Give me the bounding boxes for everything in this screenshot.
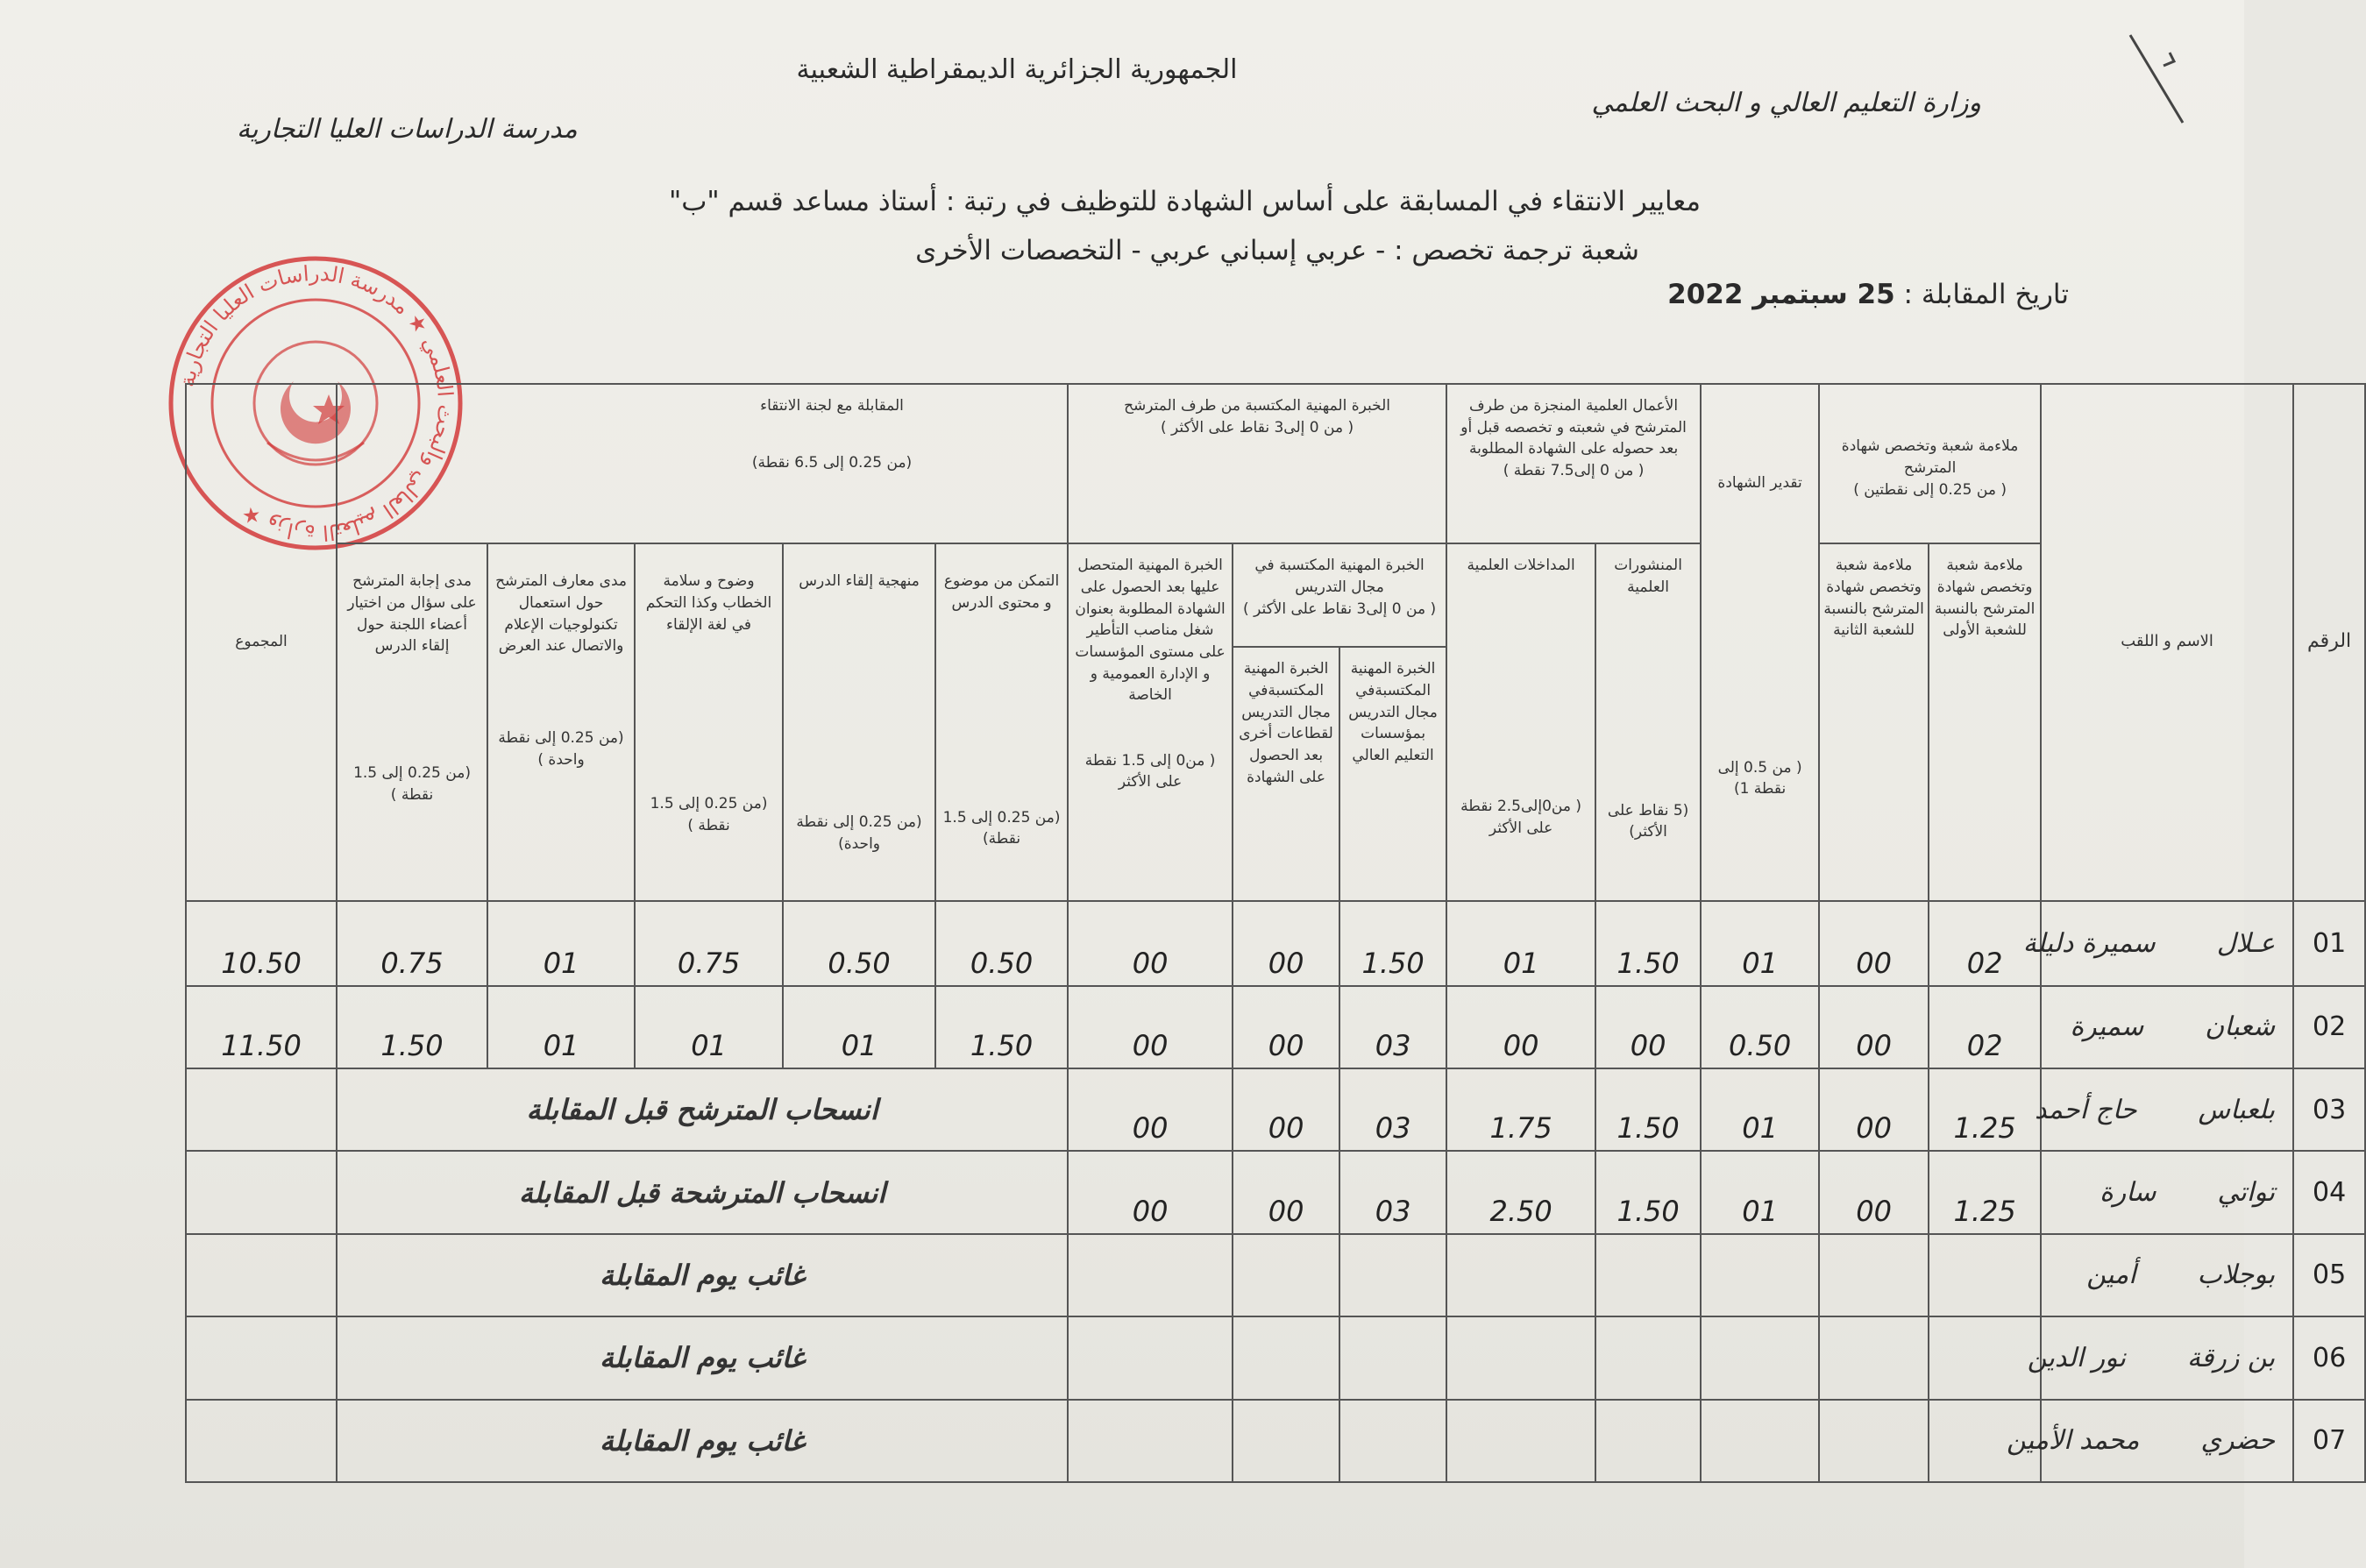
score-pub-cell: 1.50 bbox=[1595, 1151, 1701, 1233]
table-row bbox=[49, 986, 2365, 1068]
row-number-cell: 06 bbox=[2293, 1316, 2365, 1399]
mastery-header bbox=[935, 543, 1068, 901]
score-pub-cell bbox=[1595, 1316, 1701, 1399]
interventions-header bbox=[1446, 543, 1595, 901]
interview-group-header bbox=[337, 384, 1068, 543]
table-row bbox=[49, 901, 2365, 986]
score-inter-cell: 1.75 bbox=[1446, 1068, 1595, 1151]
score-suit2-cell: 00 bbox=[1819, 901, 1929, 986]
teaching-group-header bbox=[1233, 543, 1446, 647]
score-total-cell bbox=[186, 1068, 337, 1151]
score-cert-cell: 01 bbox=[1701, 1068, 1819, 1151]
suitability-group-header bbox=[1819, 384, 2041, 543]
header-row-sub bbox=[49, 543, 2365, 647]
score-mgmt-cell: 00 bbox=[1068, 1068, 1233, 1151]
candidate-given-name: محمد الأمين bbox=[2007, 1425, 2140, 1457]
score-inter-cell bbox=[1446, 1400, 1595, 1483]
teaching-higher-header: الخبرة المهنية المكتسبةفي مجال التدريس بمؤسسات التعليم العالي bbox=[1339, 647, 1446, 901]
candidate-name-cell bbox=[2034, 1068, 2293, 1151]
cert-grade-header bbox=[1701, 384, 1819, 901]
score-teach_other-cell: 00 bbox=[1233, 1068, 1339, 1151]
date-value: 25 سبتمبر 2022 bbox=[1667, 279, 1895, 310]
tech-label: مدى معارف المترشح حول استعمال تكنولوجيات الإعلام والاتصال عند العرض bbox=[495, 572, 627, 656]
score-cert-cell: 01 bbox=[1701, 901, 1819, 986]
candidate-name-cell bbox=[2041, 1234, 2293, 1316]
candidate-name-cell bbox=[2041, 986, 2293, 1068]
score-clarity-cell: 0.75 bbox=[635, 901, 783, 986]
candidate-name-cell bbox=[2041, 1151, 2293, 1233]
clarity-header bbox=[635, 543, 783, 901]
tech-header bbox=[487, 543, 635, 901]
scientific-group-label: الأعمال العلمية المنجزة من طرف المترشح في شعبته و تخصصه قبل أو بعد حصوله على الشهادة المطلوبة bbox=[1460, 397, 1687, 458]
score-suit2-cell: 00 bbox=[1819, 1151, 1929, 1233]
teaching-group-label: الخبرة المهنية المكتسبة في مجال التدريس bbox=[1254, 557, 1425, 596]
pen-mark-icon bbox=[2121, 26, 2192, 131]
score-inter-cell: 2.50 bbox=[1446, 1151, 1595, 1233]
score-cert-cell bbox=[1701, 1316, 1819, 1399]
candidate-given-name: نور الدين bbox=[2027, 1342, 2126, 1373]
score-mastery-cell: 1.50 bbox=[935, 986, 1068, 1068]
score-teach_high-cell: 03 bbox=[1339, 1068, 1446, 1151]
score-tech-cell: 01 bbox=[487, 986, 635, 1068]
experience-group-label: الخبرة المهنية المكتسبة من طرف المترشح bbox=[1124, 397, 1391, 415]
score-pub-cell: 1.50 bbox=[1595, 901, 1701, 986]
score-suit1-cell bbox=[1929, 1316, 2041, 1399]
score-cert-cell bbox=[1701, 1400, 1819, 1483]
school-heading: مدرسة الدراسات العليا التجارية bbox=[237, 114, 578, 145]
ministry-heading: وزارة التعليم العالي و البحث العلمي bbox=[1591, 88, 1981, 118]
republic-heading: الجمهورية الجزائرية الديمقراطية الشعبية bbox=[796, 54, 1238, 85]
col-number-header: الرقم bbox=[2293, 384, 2365, 901]
score-teach_high-cell: 03 bbox=[1339, 986, 1446, 1068]
score-inter-cell bbox=[1446, 1234, 1595, 1316]
candidate-family-name: حضري bbox=[2200, 1425, 2276, 1457]
management-label: الخبرة المهنية المتحصل عليها بعد الحصول على الشهادة المطلوبة بعنوان شغل مناصب التأطير على مستوى المؤسسات و الإدارة العمومية و الخاصة bbox=[1075, 557, 1226, 705]
suitability-group-label: ملاءمة شعبة وتخصص شهادة المترشح bbox=[1841, 437, 2019, 477]
col-total-header: المجموع bbox=[186, 384, 337, 901]
score-inter-cell bbox=[1446, 1316, 1595, 1399]
row-number-cell: 05 bbox=[2293, 1234, 2365, 1316]
answers-header bbox=[337, 543, 487, 901]
col-name-header: الاسم و اللقب bbox=[2041, 384, 2293, 901]
candidate-given-name: أمين bbox=[2086, 1259, 2136, 1291]
interview-group-label: المقابلة مع لجنة الانتقاء bbox=[760, 397, 904, 415]
score-teach_other-cell: 00 bbox=[1233, 901, 1339, 986]
score-teach_other-cell bbox=[1233, 1400, 1339, 1483]
candidate-name-cell bbox=[2022, 901, 2293, 986]
cert-grade-label: تقدير الشهادة bbox=[1717, 474, 1802, 492]
candidate-name-cell bbox=[2027, 1316, 2293, 1399]
score-total-cell bbox=[186, 1316, 337, 1399]
score-cert-cell: 0.50 bbox=[1701, 986, 1819, 1068]
score-cert-cell: 01 bbox=[1701, 1151, 1819, 1233]
score-tech-cell: 01 bbox=[487, 901, 635, 986]
experience-group-header bbox=[1068, 384, 1446, 543]
candidate-given-name: سارة bbox=[2100, 1177, 2156, 1209]
management-header bbox=[1068, 543, 1233, 901]
score-total-cell: 10.50 bbox=[186, 901, 337, 986]
header-row-groups bbox=[49, 384, 2365, 543]
score-method-cell: 01 bbox=[783, 986, 935, 1068]
answers-range: (من 0.25 إلى 1.5 نقطة ) bbox=[353, 763, 471, 804]
score-mgmt-cell: 00 bbox=[1068, 986, 1233, 1068]
score-suit1-cell: 1.25 bbox=[1929, 1068, 2041, 1151]
score-total-cell bbox=[186, 1151, 337, 1233]
management-range: ( من0 إلى 1.5 نقطة على الأكثر bbox=[1084, 751, 1216, 791]
svg-text:وزارة التعليم العالي والبحث ال: وزارة التعليم العالي والبحث العلمي ★ مدرسة الدراسات العليا التجارية ★ bbox=[174, 260, 458, 546]
method-label: منهجية إلقاء الدرس bbox=[799, 572, 920, 591]
cert-grade-range: ( من 0.5 إلى نقطة 1) bbox=[1717, 758, 1802, 798]
score-mgmt-cell bbox=[1068, 1316, 1233, 1399]
score-teach_other-cell: 00 bbox=[1233, 1151, 1339, 1233]
score-method-cell: 0.50 bbox=[783, 901, 935, 986]
score-mgmt-cell: 00 bbox=[1068, 1151, 1233, 1233]
scientific-group-range: ( من 0 إلى7.5 نقطة ) bbox=[1503, 461, 1645, 479]
score-teach_high-cell: 03 bbox=[1339, 1151, 1446, 1233]
method-header bbox=[783, 543, 935, 901]
selection-criteria-table bbox=[48, 383, 2366, 1483]
score-suit1-cell: 1.25 bbox=[1929, 1151, 2041, 1233]
score-teach_high-cell bbox=[1339, 1316, 1446, 1399]
score-pub-cell: 00 bbox=[1595, 986, 1701, 1068]
score-cert-cell bbox=[1701, 1234, 1819, 1316]
candidate-family-name: بوجلاب bbox=[2197, 1259, 2276, 1291]
score-inter-cell: 00 bbox=[1446, 986, 1595, 1068]
publications-label: المنشورات العلمية bbox=[1614, 557, 1682, 596]
score-suit1-cell: 02 bbox=[1929, 986, 2041, 1068]
mastery-label: التمكن من موضوع و محتوى الدرس bbox=[943, 572, 1060, 612]
row-number-cell: 01 bbox=[2293, 901, 2365, 986]
score-clarity-cell: 01 bbox=[635, 986, 783, 1068]
experience-group-range: ( من 0 إلى3 نقاط على الأكثر ) bbox=[1161, 418, 1354, 436]
score-answers-cell: 1.50 bbox=[337, 986, 487, 1068]
clarity-range: (من 0.25 إلى 1.5 نقطة ) bbox=[650, 795, 768, 834]
table-row bbox=[49, 1400, 2365, 1483]
score-total-cell bbox=[186, 1234, 337, 1316]
status-note: انسحاب المترشحة قبل المقابلة bbox=[337, 1151, 1068, 1233]
row-number-cell: 07 bbox=[2293, 1400, 2365, 1483]
score-suit2-cell bbox=[1819, 1316, 1929, 1399]
score-teach_high-cell bbox=[1339, 1400, 1446, 1483]
score-answers-cell: 0.75 bbox=[337, 901, 487, 986]
table-row bbox=[49, 1151, 2365, 1233]
tech-range: (من 0.25 إلى نقطة واحدة ) bbox=[498, 728, 624, 769]
candidate-family-name: عـلال bbox=[2216, 927, 2276, 959]
score-suit2-cell: 00 bbox=[1819, 1068, 1929, 1151]
score-mgmt-cell bbox=[1068, 1234, 1233, 1316]
candidate-family-name: تواتي bbox=[2217, 1177, 2276, 1209]
score-pub-cell: 1.50 bbox=[1595, 1068, 1701, 1151]
table-row bbox=[49, 1234, 2365, 1316]
mastery-range: (من 0.25 إلى 1.5 نقطة) bbox=[942, 808, 1061, 848]
score-suit2-cell: 00 bbox=[1819, 986, 1929, 1068]
scientific-group-header bbox=[1446, 384, 1701, 543]
interview-date bbox=[1667, 279, 2069, 310]
table-row bbox=[49, 1316, 2365, 1399]
status-note: غائب يوم المقابلة bbox=[337, 1316, 1068, 1399]
status-note: غائب يوم المقابلة bbox=[337, 1400, 1068, 1483]
row-number-cell: 03 bbox=[2293, 1068, 2365, 1151]
answers-label: مدى إجابة المترشح على سؤال من اختيار أعضاء اللجنة حول إلقاء الدرس bbox=[347, 572, 477, 656]
score-mgmt-cell bbox=[1068, 1400, 1233, 1483]
candidate-name-cell bbox=[2007, 1400, 2293, 1483]
score-teach_high-cell: 1.50 bbox=[1339, 901, 1446, 986]
score-teach_other-cell bbox=[1233, 1316, 1339, 1399]
suit-first-header: ملاءمة شعبة وتخصص شهادة المترشح بالنسبة للشعبة الأولى bbox=[1929, 543, 2041, 901]
score-total-cell: 11.50 bbox=[186, 986, 337, 1068]
score-suit1-cell bbox=[1929, 1234, 2041, 1316]
document-subtitle: شعبة ترجمة تخصص : - عربي إسباني عربي - التخصصات الأخرى bbox=[915, 235, 1639, 266]
score-suit2-cell bbox=[1819, 1400, 1929, 1483]
score-suit1-cell: 02 bbox=[1929, 901, 2041, 986]
interventions-range: ( من0إلى2.5 نقطة على الأكثر bbox=[1460, 798, 1581, 837]
interventions-label: المداخلات العلمية bbox=[1467, 557, 1575, 575]
teaching-other-header: الخبرة المهنية المكتسبةفي مجال التدريس لقطاعات أخرى بعد الحصول على الشهادة bbox=[1233, 647, 1339, 901]
candidate-family-name: بلعباس bbox=[2198, 1094, 2276, 1125]
score-teach_other-cell: 00 bbox=[1233, 986, 1339, 1068]
candidate-family-name: بن زرقة bbox=[2186, 1342, 2276, 1373]
status-note: غائب يوم المقابلة bbox=[337, 1234, 1068, 1316]
score-teach_other-cell bbox=[1233, 1234, 1339, 1316]
date-label: تاريخ المقابلة : bbox=[1903, 279, 2069, 310]
candidate-given-name: سميرة bbox=[2070, 1011, 2144, 1043]
clarity-label: وضوح و سلامة الخطاب وكذا التحكم في لغة الإلقاء bbox=[645, 572, 772, 634]
candidate-given-name: حاج أحمد bbox=[2034, 1094, 2137, 1125]
teaching-group-range: ( من 0 إلى3 نقاط على الأكثر ) bbox=[1243, 600, 1437, 618]
score-inter-cell: 01 bbox=[1446, 901, 1595, 986]
candidate-given-name: سميرة دليلة bbox=[2022, 927, 2156, 959]
score-mgmt-cell: 00 bbox=[1068, 901, 1233, 986]
score-teach_high-cell bbox=[1339, 1234, 1446, 1316]
interview-group-range: (من 0.25 إلى 6.5 نقطة) bbox=[751, 453, 913, 472]
method-range: (من 0.25 إلى نقطة واحدة) bbox=[796, 813, 922, 853]
status-note: انسحاب المترشح قبل المقابلة bbox=[337, 1068, 1068, 1151]
table-row bbox=[49, 1068, 2365, 1151]
suitability-group-range: ( من 0.25 إلى نقطتين ) bbox=[1853, 480, 2007, 499]
score-suit2-cell bbox=[1819, 1234, 1929, 1316]
publications-header bbox=[1595, 543, 1701, 901]
publications-range: (5 نقاط على الأكثر) bbox=[1607, 801, 1689, 841]
row-number-cell: 02 bbox=[2293, 986, 2365, 1068]
score-pub-cell bbox=[1595, 1234, 1701, 1316]
row-number-cell: 04 bbox=[2293, 1151, 2365, 1233]
suit-second-header: ملاءمة شعبة وتخصص شهادة المترشح بالنسبة للشعبة الثانية bbox=[1819, 543, 1929, 901]
candidate-family-name: شعبان bbox=[2205, 1011, 2276, 1043]
document-title: معايير الانتقاء في المسابقة على أساس الشهادة للتوظيف في رتبة : أستاذ مساعد قسم "ب" bbox=[668, 186, 1701, 217]
score-pub-cell bbox=[1595, 1400, 1701, 1483]
score-total-cell bbox=[186, 1400, 337, 1483]
score-mastery-cell: 0.50 bbox=[935, 901, 1068, 986]
